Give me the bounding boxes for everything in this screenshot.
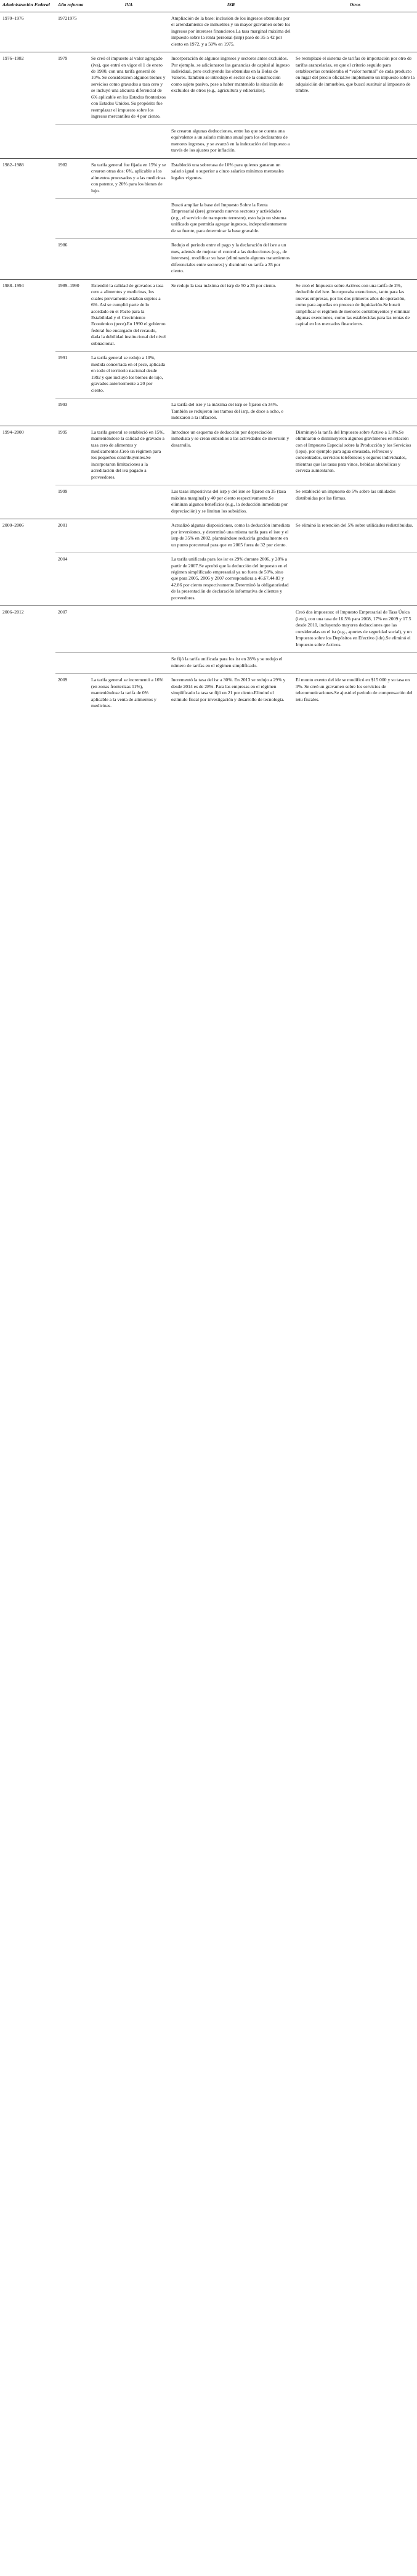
cell-year: 1989–1990 bbox=[55, 279, 89, 352]
cell-isr: Se crearon algunas deducciones, entre las que se cuenta una equivalente a un salario mínimo anual para los declarantes de menores ingresos, y se avanzó en la indexación del impuesto a través de los ajustes por inflación. bbox=[169, 124, 293, 158]
cell-admin: 1970–1976 bbox=[0, 12, 55, 52]
header-isr: ISR bbox=[169, 0, 293, 12]
cell-otros bbox=[293, 653, 417, 674]
cell-otros bbox=[293, 198, 417, 238]
table-row bbox=[0, 485, 417, 519]
cell-year: 1995 bbox=[55, 426, 89, 485]
cell-admin: 1994–2000 bbox=[0, 426, 55, 485]
cell-otros: El monto exento del ide se modificó en $15 000 y su tasa en 3%. Se creó un gravamen sobre los servicios de telecomunicaciones.Se ajustó el periodo de compensación del ietu fiscales. bbox=[293, 674, 417, 714]
cell-otros: Se eliminó la retención del 5% sobre utilidades redistribuidas. bbox=[293, 519, 417, 553]
header-admin: Administración Federal bbox=[0, 0, 55, 12]
cell-admin-empty bbox=[0, 124, 55, 158]
cell-isr: Las tasas impositivas del isrp y del isre se fijaron en 35 (tasa máxima marginal) y 40 por ciento respectivamente.Se eliminan algunos beneficios (e.g., la deducción inmediata por depreciación) y se limitan los subsidios. bbox=[169, 485, 293, 519]
tax-reforms-document bbox=[0, 0, 417, 713]
cell-admin-empty bbox=[0, 674, 55, 714]
table-row bbox=[0, 12, 417, 52]
table-row bbox=[0, 653, 417, 674]
table-row bbox=[0, 553, 417, 606]
header-iva: IVA bbox=[89, 0, 169, 12]
cell-isr: La tarifa unificada para los isr es 29% durante 2006, y 28% a partir de 2007.Se aprobó que la deducción del impuesto en el régimen simplificado empresarial ya no fuera de 50%, sino que para 2005, 2006 y 2007 correspondiera a 46.67,44.83 y 42.86 por ciento respectivamente.Determinó la obligatoriedad de la presentación de declaración informativa de clientes y proveedores. bbox=[169, 553, 293, 606]
cell-year: 2001 bbox=[55, 519, 89, 553]
cell-admin-empty bbox=[0, 352, 55, 399]
cell-admin-empty bbox=[0, 553, 55, 606]
cell-iva bbox=[89, 553, 169, 606]
cell-admin: 2000–2006 bbox=[0, 519, 55, 553]
cell-year bbox=[55, 198, 89, 238]
cell-admin: 2006–2012 bbox=[0, 606, 55, 653]
cell-isr: Actualizó algunas disposiciones, como la deducción inmediata por inversiones, y determinó una misma tarifa para el isre y el isrp de 35% en 2002, planteándose reducirla gradualmente en un punto porcentual para que en 2005 fuera de 32 por ciento. bbox=[169, 519, 293, 553]
cell-otros bbox=[293, 399, 417, 426]
cell-isr: Introduce un esquema de deducción por depreciación inmediata y se crean subsidios a las actividades de inversión y desarrollo. bbox=[169, 426, 293, 485]
table-body bbox=[0, 12, 417, 713]
cell-iva: Se creó el impuesto al valor agregado (iva), que entró en vigor el 1 de enero de 1980, con una tarifa general de 10%. Se consideraron algunos bienes y servicios como gravados a tasa cero y se incluyó una alícuota diferencial de 6% aplicable en los Estados fronterizos con Estados Unidos. Su propósito fue reemplazar el impuesto sobre los ingresos mercantiles de 4 por ciento. bbox=[89, 52, 169, 125]
cell-iva: La tarifa general se incrementó a 16% (en zonas fronterizas 11%), manteniéndose la tarifa de 0% aplicable a la venta de alimentos y medicinas. bbox=[89, 674, 169, 714]
table-row bbox=[0, 352, 417, 399]
cell-admin: 1988–1994 bbox=[0, 279, 55, 352]
table-row bbox=[0, 426, 417, 485]
cell-otros: Disminuyó la tarifa del Impuesto sobre Activo a 1.8%.Se eliminaron o disminuyeron algunos gravámenes en relación con el Impuesto Especial sobre la Producción y los Servicios (ieps), por ejemplo para agua envasada, refrescos y concentrados, servicios telefónicos y seguros individuales, mientras que las tasas para vinos, bebidas alcohólicas y cerveza aumentaron. bbox=[293, 426, 417, 485]
table-row bbox=[0, 52, 417, 125]
cell-iva bbox=[89, 653, 169, 674]
cell-year: 2007 bbox=[55, 606, 89, 653]
cell-admin-empty bbox=[0, 653, 55, 674]
tax-reforms-table bbox=[0, 0, 417, 713]
cell-year bbox=[55, 653, 89, 674]
cell-iva bbox=[89, 12, 169, 52]
table-row bbox=[0, 198, 417, 238]
table-row bbox=[0, 399, 417, 426]
cell-admin-empty bbox=[0, 239, 55, 279]
cell-year: 1982 bbox=[55, 158, 89, 198]
cell-otros: Se reemplazó el sistema de tarifas de importación por otro de tarifas arancelarias, en que el criterio seguido para establecerlas consideraba el “valor normal” de cada producto en lugar del precio oficial.Se implementó un impuesto sobre la adquisición de inmuebles, que buscó sustituir al impuesto de timbre. bbox=[293, 52, 417, 125]
cell-iva bbox=[89, 606, 169, 653]
cell-otros bbox=[293, 239, 417, 279]
cell-iva: Extendió la calidad de gravados a tasa cero a alimentos y medicinas, los cuales previamente estaban sujetos a 6%. Así se cumplió parte de lo acordado en el Pacto para la Estabilidad y el Crecimiento Económico (pece).En 1990 el gobierno federal fue encargado del recaudo, dada la debilidad institucional del nivel subnacional. bbox=[89, 279, 169, 352]
cell-year: 1993 bbox=[55, 399, 89, 426]
header-otros: Otros bbox=[293, 0, 417, 12]
cell-otros bbox=[293, 12, 417, 52]
cell-admin-empty bbox=[0, 198, 55, 238]
table-row bbox=[0, 674, 417, 714]
cell-admin-empty bbox=[0, 399, 55, 426]
cell-iva bbox=[89, 124, 169, 158]
cell-isr: La tarifa del isre y la máxima del isrp se fijaron en 34%. También se redujeron los tramos del isrp, de doce a ocho, e indexaron a la inflación. bbox=[169, 399, 293, 426]
table-header-row bbox=[0, 0, 417, 12]
cell-admin: 1982–1988 bbox=[0, 158, 55, 198]
cell-isr: Se fijó la tarifa unificada para los isr en 28% y se redujo el número de tarifas en el régimen simplificado. bbox=[169, 653, 293, 674]
cell-iva bbox=[89, 519, 169, 553]
cell-isr bbox=[169, 606, 293, 653]
cell-isr bbox=[169, 352, 293, 399]
cell-year: 2004 bbox=[55, 553, 89, 606]
cell-iva bbox=[89, 399, 169, 426]
cell-isr: Buscó ampliar la base del Impuesto Sobre la Renta Empresarial (isre) gravando nuevos sectores y actividades (e.g., el servicio de transporte terrestre), esto bajo un sistema unificado que permitía agregar ingresos, independientemente de su fuente, para determinar la base gravable. bbox=[169, 198, 293, 238]
table-row bbox=[0, 239, 417, 279]
table-row bbox=[0, 606, 417, 653]
cell-year: 2009 bbox=[55, 674, 89, 714]
cell-iva bbox=[89, 239, 169, 279]
cell-otros bbox=[293, 352, 417, 399]
cell-isr: Se redujo la tasa máxima del isrp de 50 a 35 por ciento. bbox=[169, 279, 293, 352]
cell-year bbox=[55, 124, 89, 158]
table-row bbox=[0, 158, 417, 198]
cell-year: 19721975 bbox=[55, 12, 89, 52]
cell-otros: Se estableció un impuesto de 5% sobre las utilidades distribuidas por las firmas. bbox=[293, 485, 417, 519]
cell-isr: Redujo el periodo entre el pago y la declaración del isre a un mes, además de mejorar el control a las deducciones (e.g., de intereses), modificar su base (eliminando algunos tratamientos diferenciales entre sectores) y disminuir su tarifa a 35 por ciento. bbox=[169, 239, 293, 279]
cell-isr: Incrementó la tasa del isr a 30%. En 2013 se redujo a 29% y desde 2014 es de 28%. Para las empresas en el régimen simplificado la tasa se fijó en 21 por ciento.Eliminó el estímulo fiscal por investigación y desarrollo de tecnología. bbox=[169, 674, 293, 714]
cell-admin-empty bbox=[0, 485, 55, 519]
cell-iva: La tarifa general se redujo a 10%, medida concertada en el pece, aplicada en todo el territorio nacional desde 1992 y que incluyó los bienes de lujo, gravados anteriormente a 20 por ciento. bbox=[89, 352, 169, 399]
table-row bbox=[0, 124, 417, 158]
table-row bbox=[0, 519, 417, 553]
header-year: Año reforma bbox=[55, 0, 89, 12]
cell-iva: La tarifa general se estableció en 15%, manteniéndose la calidad de gravado a tasa cero de alimentos y medicamentos.Creó un régimen para los pequeños contribuyentes.Se incorporaron limitaciones a la acreditación del iva pagado a proveedores. bbox=[89, 426, 169, 485]
cell-admin: 1976–1982 bbox=[0, 52, 55, 125]
cell-isr: Ampliación de la base: inclusión de los ingresos obtenidos por el arrendamiento de inmuebles y un mayor gravamen sobre los ingresos por intereses financieros.La tasa marginal máxima del impuesto sobre la renta personal (isrp) pasó de 35 a 42 por ciento en 1972, y a 50% en 1975. bbox=[169, 12, 293, 52]
cell-year: 1999 bbox=[55, 485, 89, 519]
cell-iva bbox=[89, 485, 169, 519]
cell-otros bbox=[293, 553, 417, 606]
cell-isr: Estableció una sobretasa de 10% para quienes ganaran un salario igual o superior a cinco salarios mínimos mensuales legales vigentes. bbox=[169, 158, 293, 198]
cell-iva: Su tarifa general fue fijada en 15% y se crearon otras dos: 6%, aplicable a los alimentos procesados y a las medicinas con patente, y 20% para los bienes de lujo. bbox=[89, 158, 169, 198]
cell-year: 1979 bbox=[55, 52, 89, 125]
cell-otros bbox=[293, 158, 417, 198]
table-row bbox=[0, 279, 417, 352]
cell-isr: Incorporación de algunos ingresos y sectores antes excluidos. Por ejemplo, se adicionaron las ganancias de capital al ingreso individual, pero excluyendo las obtenidas en la Bolsa de Valores. También se introdujo el sector de la construcción como sujeto pasivo, pese a haber mantenido la situación de excluidos de otros (e.g., agricultura y editoriales). bbox=[169, 52, 293, 125]
cell-year: 1991 bbox=[55, 352, 89, 399]
cell-year: 1986 bbox=[55, 239, 89, 279]
cell-iva bbox=[89, 198, 169, 238]
cell-otros: Creó dos impuestos: el Impuesto Empresarial de Tasa Única (ietu), con una tasa de 16.5% para 2008, 17% en 2009 y 17.5 desde 2010, incluyendo mayores deducciones que las consideradas en el isr (e.g., aportes de seguridad social), y un Impuesto sobre los Depósitos en Efectivo (ide).Se eliminó el Impuesto sobre Activos. bbox=[293, 606, 417, 653]
cell-otros bbox=[293, 124, 417, 158]
cell-otros: Se creó el Impuesto sobre Activos con una tarifa de 2%, deducible del isre. Incorporaba exenciones, tanto para las nuevas empresas, por los dos primeros años de operación, como para aquellas en proceso de liquidación.Se buscó simplificar el régimen de menores contribuyentes y eliminar algunas exenciones, como las establecidas para las rentas de capital en los mercados financieros. bbox=[293, 279, 417, 352]
